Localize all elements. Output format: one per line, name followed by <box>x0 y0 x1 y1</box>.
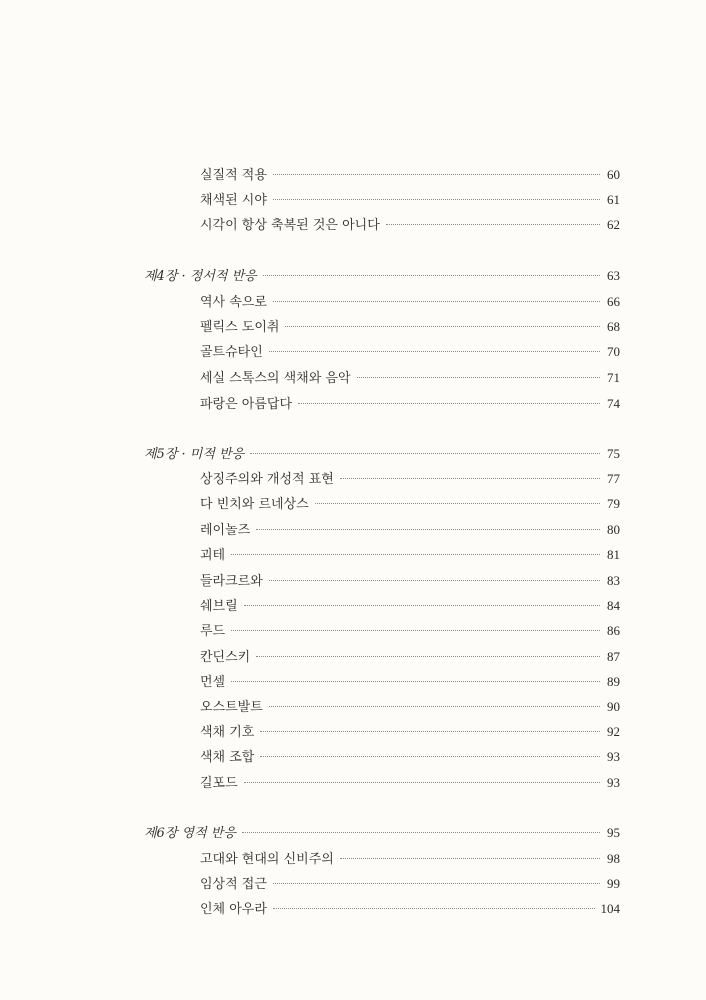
toc-entry <box>200 749 620 766</box>
dot-leader <box>269 580 600 581</box>
toc-page-number: 70 <box>607 344 620 359</box>
toc-chapter <box>144 446 620 463</box>
dot-leader <box>340 858 600 859</box>
toc-page-number: 104 <box>600 901 620 916</box>
toc-page-number: 84 <box>607 598 620 613</box>
toc-entry-title: 다 빈치와 르네상스 <box>200 497 309 512</box>
toc-entry <box>200 344 620 361</box>
toc-entry-title: 오스트발트 <box>200 700 263 715</box>
toc-entry-title: 칸딘스키 <box>200 650 251 665</box>
toc-entry-title: 파랑은 아름답다 <box>200 397 293 412</box>
dot-leader <box>285 326 600 327</box>
toc-page-number: 89 <box>607 674 620 689</box>
toc-page-number: 66 <box>607 294 620 309</box>
dot-leader <box>298 403 600 404</box>
toc-entry-title: 들라크르와 <box>200 574 263 589</box>
toc-entry-title: 역사 속으로 <box>200 295 267 310</box>
toc-entry <box>200 217 620 234</box>
toc-page-number: 92 <box>607 724 620 739</box>
toc-entry <box>200 471 620 488</box>
toc-page-number: 93 <box>607 749 620 764</box>
toc-entry-title: 루드 <box>200 624 226 639</box>
dot-leader <box>242 832 600 833</box>
toc-entry <box>200 192 620 209</box>
toc-entry <box>200 623 620 640</box>
dot-leader <box>269 351 600 352</box>
toc-page-number: 87 <box>607 649 620 664</box>
dot-leader <box>250 453 600 454</box>
toc-entry-title: 시각이 항상 축복된 것은 아니다 <box>200 218 380 233</box>
toc-entry <box>200 876 620 893</box>
toc-chapter <box>144 268 620 285</box>
dot-leader <box>315 503 600 504</box>
dot-leader <box>256 656 600 657</box>
toc-page-number: 63 <box>607 268 620 283</box>
toc-entry <box>200 167 620 184</box>
dot-leader <box>231 554 600 555</box>
toc-entry <box>200 851 620 868</box>
toc-entry-title: 색채 기호 <box>200 725 255 740</box>
toc-page-number: 95 <box>607 825 620 840</box>
toc-entry <box>200 598 620 615</box>
dot-leader <box>231 630 600 631</box>
toc-entry <box>200 674 620 691</box>
toc-entry-title: 쉐브릴 <box>200 599 238 614</box>
toc-entry <box>200 699 620 716</box>
toc-entry-title: 길포드 <box>200 776 238 791</box>
toc-entry-title: 상징주의와 개성적 표현 <box>200 472 334 487</box>
toc-page-number: 83 <box>607 573 620 588</box>
toc-entry <box>200 294 620 311</box>
dot-leader <box>256 529 600 530</box>
toc-entry-title: 고대와 현대의 신비주의 <box>200 852 334 867</box>
toc-page-number: 86 <box>607 623 620 638</box>
toc-entry-title: 괴테 <box>200 548 226 563</box>
toc-page-number: 80 <box>607 522 620 537</box>
dot-leader <box>273 174 600 175</box>
toc-chapter-title: 제5장 · 미적 반응 <box>144 447 245 462</box>
dot-leader <box>273 199 600 200</box>
dot-leader <box>386 224 600 225</box>
dot-leader <box>231 681 600 682</box>
toc-page-number: 62 <box>607 217 620 232</box>
toc-page-number: 90 <box>607 699 620 714</box>
toc-entry-title: 펠릭스 도이취 <box>200 320 280 335</box>
toc-entry <box>200 547 620 564</box>
toc-entry <box>200 522 620 539</box>
toc-entry-title: 먼셀 <box>200 675 226 690</box>
toc-entry <box>200 724 620 741</box>
dot-leader <box>244 605 600 606</box>
toc-page-number: 61 <box>607 192 620 207</box>
dot-leader <box>340 478 600 479</box>
dot-leader <box>263 275 600 276</box>
toc-page-number: 60 <box>607 167 620 182</box>
toc-entry-title: 채색된 시야 <box>200 193 267 208</box>
dot-leader <box>269 706 600 707</box>
toc-entry-title: 임상적 접근 <box>200 877 267 892</box>
toc-page-number: 79 <box>607 496 620 511</box>
toc-entry-title: 인체 아우라 <box>200 902 267 917</box>
toc-entry <box>200 775 620 792</box>
toc-entry-title: 세실 스톡스의 색채와 음악 <box>200 371 351 386</box>
toc-page-number: 99 <box>607 876 620 891</box>
toc-entry-title: 실질적 적용 <box>200 168 267 183</box>
toc-page-number: 81 <box>607 547 620 562</box>
toc-chapter <box>144 825 620 842</box>
toc-entry <box>200 496 620 513</box>
toc-entry <box>200 901 620 918</box>
toc-entry <box>200 649 620 666</box>
toc-page-number: 68 <box>607 319 620 334</box>
dot-leader <box>273 301 600 302</box>
toc-page-number: 71 <box>607 370 620 385</box>
toc-page-number: 75 <box>607 446 620 461</box>
toc-entry <box>200 370 620 387</box>
toc-entry <box>200 396 620 413</box>
dot-leader <box>260 731 600 732</box>
toc-entry <box>200 319 620 336</box>
dot-leader <box>273 908 595 909</box>
toc-page-number: 93 <box>607 775 620 790</box>
toc-entry-title: 레이놀즈 <box>200 523 251 538</box>
toc-page-number: 74 <box>607 396 620 411</box>
dot-leader <box>357 377 600 378</box>
toc-entry-title: 골트슈타인 <box>200 345 263 360</box>
toc-chapter-title: 제6장 영적 반응 <box>144 826 236 841</box>
dot-leader <box>260 756 600 757</box>
toc-entry <box>200 573 620 590</box>
toc-page-number: 77 <box>607 471 620 486</box>
dot-leader <box>273 883 600 884</box>
dot-leader <box>244 782 600 783</box>
toc-entry-title: 색채 조합 <box>200 750 255 765</box>
toc-chapter-title: 제4장 · 정서적 반응 <box>144 269 257 284</box>
toc-page-number: 98 <box>607 851 620 866</box>
